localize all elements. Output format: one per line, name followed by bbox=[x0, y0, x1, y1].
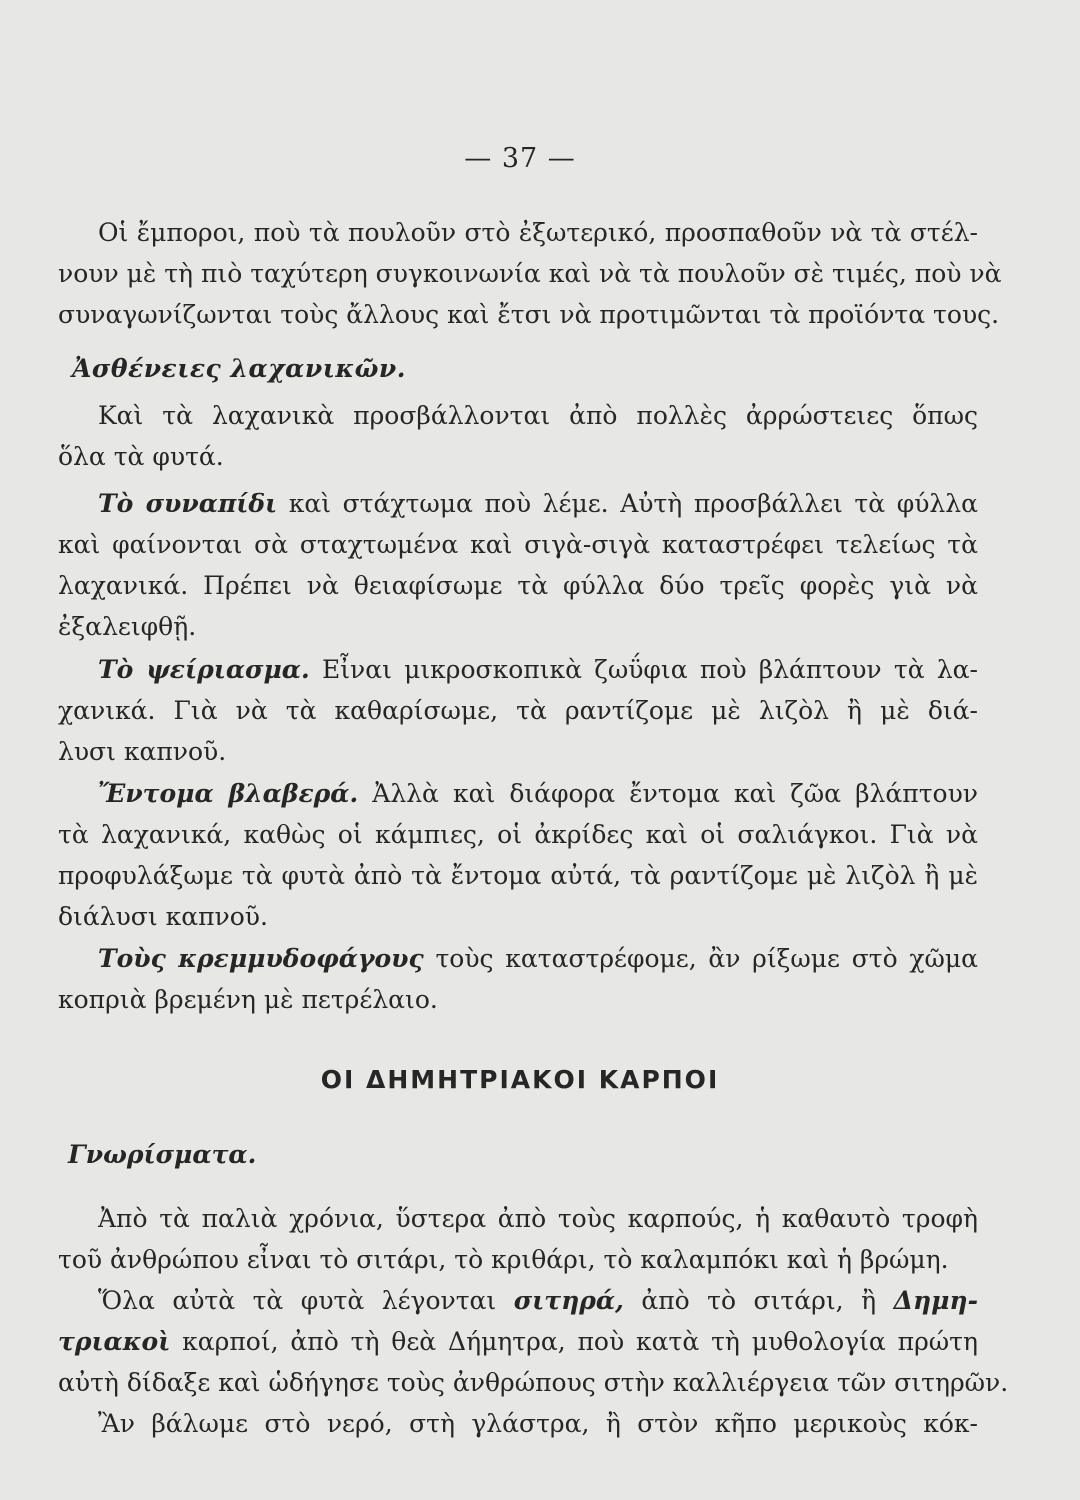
text-line: Ἔντομα βλαβερά. Ἀλλὰ καὶ διάφορα ἔντομα καὶ ζῶα βλάπτουν bbox=[98, 779, 978, 808]
text-line: καὶ φαίνονται σὰ σταχτωμένα καὶ σιγὰ-σιγὰ καταστρέφει τελείως τὰ bbox=[58, 530, 978, 559]
text-line: λαχανικά. Πρέπει νὰ θειαφίσωμε τὰ φύλλα δύο τρεῖς φορὲς γιὰ νὰ bbox=[58, 571, 978, 600]
text-line: Τοὺς κρεμμυδοφάγους τοὺς καταστρέφομε, ἂν ρίξωμε στὸ χῶμα bbox=[98, 944, 979, 973]
text-line: τριακοὶ καρποί, ἀπὸ τὴ θεὰ Δήμητρα, ποὺ κατὰ τὴ μυθολογία πρώτη bbox=[58, 1327, 978, 1356]
text-line: συναγωνίζωνται τοὺς ἄλλους καὶ ἔτσι νὰ προτιμῶνται τὰ προϊόντα τους. bbox=[58, 300, 1000, 329]
term-kremmydofagous: Τοὺς κρεμμυδοφάγους bbox=[98, 944, 424, 973]
paragraph-cereals-food bbox=[58, 1198, 978, 1280]
text-line: λυσι καπνοῦ. bbox=[58, 737, 227, 766]
text-line: Καὶ τὰ λαχανικὰ προσβάλλονται ἀπὸ πολλὲς ἀρρώστειες ὅπως bbox=[98, 401, 978, 430]
text-line: Οἱ ἔμποροι, ποὺ τὰ πουλοῦν στὸ ἐξωτερικό, προσπαθοῦν νὰ τὰ στέλ- bbox=[98, 218, 978, 247]
term-pseiriasma: Τὸ ψείριασμα. bbox=[98, 655, 310, 684]
text-line: διάλυσι καπνοῦ. bbox=[58, 902, 268, 931]
paragraph-insects bbox=[58, 773, 978, 937]
text-line: χανικά. Γιὰ νὰ τὰ καθαρίσωμε, τὰ ραντίζομε μὲ λιζὸλ ἢ μὲ διά- bbox=[58, 696, 978, 725]
text-line: τὰ λαχανικά, καθὼς οἱ κάμπιες, οἱ ἀκρίδες καὶ οἱ σαλιάγκοι. Γιὰ νὰ bbox=[58, 820, 978, 849]
term-sitira: σιτηρά, bbox=[513, 1286, 624, 1315]
text-line: Τὸ συναπίδι καὶ στάχτωμα ποὺ λέμε. Αὐτὴ προσβάλλει τὰ φύλλα bbox=[98, 489, 978, 518]
paragraph-onion-pests bbox=[58, 938, 978, 1020]
term-synapidi: Τὸ συναπίδι bbox=[98, 489, 278, 518]
paragraph-diseases bbox=[58, 395, 978, 477]
text-line: αὐτὴ δίδαξε καὶ ὡδήγησε τοὺς ἀνθρώπους στὴν καλλιέργεια τῶν σιτηρῶν. bbox=[58, 1368, 1009, 1397]
text-line: ἐξαλειφθῇ. bbox=[58, 612, 197, 641]
text-line: ὅλα τὰ φυτά. bbox=[58, 442, 224, 471]
paragraph-mildew bbox=[58, 483, 978, 647]
text-line: Ἀπὸ τὰ παλιὰ χρόνια, ὕστερα ἀπὸ τοὺς καρπούς, ἡ καθαυτὸ τροφὴ bbox=[98, 1204, 978, 1233]
paragraph-cereals-name bbox=[58, 1280, 1009, 1444]
section-title: ΟΙ ΔΗΜΗΤΡΙΑΚΟΙ ΚΑΡΠΟΙ bbox=[320, 1065, 720, 1094]
text-line: Τὸ ψείριασμα. Εἶναι μικροσκοπικὰ ζωΰφια ποὺ βλάπτουν τὰ λα- bbox=[98, 655, 978, 684]
page-number: — 37 — bbox=[464, 143, 576, 174]
term-dimi: Δημη- bbox=[893, 1286, 978, 1315]
subheading-characteristics: Γνωρίσματα. bbox=[68, 1140, 257, 1169]
text-line: τοῦ ἀνθρώπου εἶναι τὸ σιτάρι, τὸ κριθάρι, τὸ καλαμπόκι καὶ ἡ βρώμη. bbox=[58, 1245, 949, 1274]
heading-vegetable-diseases: Ἀσθένειες λαχανικῶν. bbox=[72, 354, 406, 383]
text-line: προφυλάξωμε τὰ φυτὰ ἀπὸ τὰ ἔντομα αὐτά, τὰ ραντίζομε μὲ λιζὸλ ἢ μὲ bbox=[58, 861, 978, 890]
paragraph-exporters bbox=[58, 212, 1002, 335]
term-entoma: Ἔντομα βλαβερά. bbox=[98, 779, 359, 808]
term-triakoi: τριακοὶ bbox=[58, 1327, 171, 1356]
paragraph-aphids bbox=[58, 649, 978, 772]
text-line: Ἂν βάλωμε στὸ νερό, στὴ γλάστρα, ἢ στὸν κῆπο μερικοὺς κόκ- bbox=[98, 1409, 978, 1438]
text-line: νουν μὲ τὴ πιὸ ταχύτερη συγκοινωνία καὶ νὰ τὰ πουλοῦν σὲ τιμές, ποὺ νὰ bbox=[58, 259, 1002, 288]
text-line: Ὅλα αὐτὰ τὰ φυτὰ λέγονται σιτηρά, ἀπὸ τὸ σιτάρι, ἢ Δημη- bbox=[98, 1286, 978, 1315]
text-line: κοπριὰ βρεμένη μὲ πετρέλαιο. bbox=[58, 985, 438, 1014]
